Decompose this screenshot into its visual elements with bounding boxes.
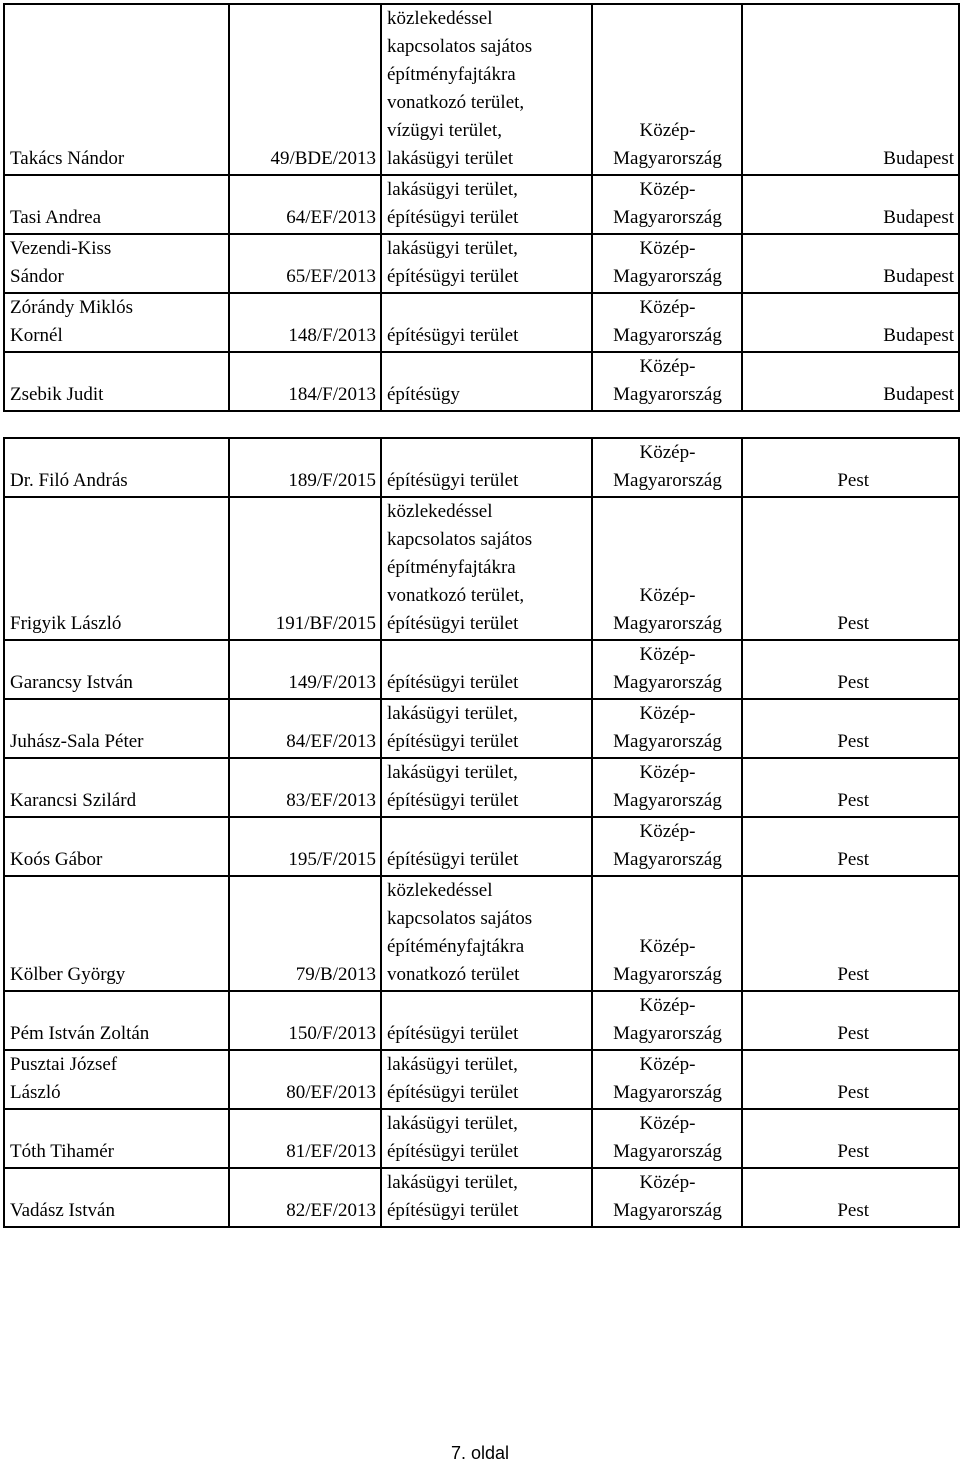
expert-name-cell-line: Pusztai József xyxy=(10,1054,118,1075)
region-cell-line: Közép- xyxy=(639,356,696,377)
region-cell-line: Magyarország xyxy=(613,731,722,752)
specialty-area-cell-line: építésügyi terület xyxy=(387,849,519,870)
region-cell-line: Közép- xyxy=(639,936,696,957)
expert-name-cell xyxy=(4,293,229,352)
region-cell-line: Közép- xyxy=(639,1054,696,1075)
region-cell-line: Magyarország xyxy=(613,148,722,169)
table-row xyxy=(4,175,959,234)
table-row xyxy=(4,234,959,293)
specialty-area-cell-line: közlekedéssel xyxy=(387,880,493,901)
registration-number-cell: 79/B/2013 xyxy=(229,876,381,991)
table-row xyxy=(4,293,959,352)
region-cell-line: Közép- xyxy=(639,1113,696,1134)
table-row xyxy=(4,640,959,699)
table-row xyxy=(4,352,959,411)
region-cell-line: Magyarország xyxy=(613,849,722,870)
expert-name-cell xyxy=(4,4,229,175)
county-cell: Budapest xyxy=(742,352,959,411)
expert-name-cell xyxy=(4,640,229,699)
specialty-area-cell-line: lakásügyi terület, xyxy=(387,1054,518,1075)
specialty-area-cell-line: kapcsolatos sajátos xyxy=(387,908,533,929)
registration-number-cell: 64/EF/2013 xyxy=(229,175,381,234)
expert-name-cell xyxy=(4,876,229,991)
table-row xyxy=(4,438,959,497)
region-cell-line: Közép- xyxy=(639,995,696,1016)
table-row xyxy=(4,1050,959,1109)
county-cell: Pest xyxy=(742,640,959,699)
specialty-area-cell-line: építményfajtákra xyxy=(387,64,516,85)
expert-name-cell xyxy=(4,1050,229,1109)
specialty-area-cell xyxy=(381,175,592,234)
specialty-area-cell-line: építésügyi terület xyxy=(387,266,519,287)
registration-number-cell: 65/EF/2013 xyxy=(229,234,381,293)
table-row xyxy=(4,1168,959,1227)
specialty-area-cell xyxy=(381,640,592,699)
specialty-area-cell-line: lakásügyi terület, xyxy=(387,1172,518,1193)
region-cell-line: Magyarország xyxy=(613,1023,722,1044)
region-cell xyxy=(592,352,742,411)
registration-number-cell: 81/EF/2013 xyxy=(229,1109,381,1168)
region-cell-line: Közép- xyxy=(639,442,696,463)
expert-name-cell-line: Garancsy István xyxy=(10,672,133,693)
specialty-area-cell-line: vonatkozó terület xyxy=(387,964,520,985)
specialty-area-cell-line: kapcsolatos sajátos xyxy=(387,529,533,550)
region-cell-line: Magyarország xyxy=(613,790,722,811)
specialty-area-cell xyxy=(381,817,592,876)
expert-name-cell-line: Sándor xyxy=(10,266,64,287)
budapest-experts-table xyxy=(3,3,960,412)
registration-number-cell: 82/EF/2013 xyxy=(229,1168,381,1227)
specialty-area-cell-line: közlekedéssel xyxy=(387,501,493,522)
expert-name-cell-line: Tóth Tihamér xyxy=(10,1141,114,1162)
table-row xyxy=(4,991,959,1050)
specialty-area-cell-line: lakásügyi terület, xyxy=(387,1113,518,1134)
region-cell xyxy=(592,497,742,640)
expert-name-cell-line: Dr. Filó András xyxy=(10,470,128,491)
county-cell: Budapest xyxy=(742,175,959,234)
expert-name-cell-line: Kölber György xyxy=(10,964,126,985)
county-cell: Pest xyxy=(742,699,959,758)
region-cell xyxy=(592,293,742,352)
expert-name-cell xyxy=(4,1109,229,1168)
county-cell: Pest xyxy=(742,991,959,1050)
specialty-area-cell-line: építésügyi terület xyxy=(387,790,519,811)
expert-name-cell-line: Zsebik Judit xyxy=(10,384,104,405)
specialty-area-cell xyxy=(381,352,592,411)
specialty-area-cell xyxy=(381,1168,592,1227)
specialty-area-cell xyxy=(381,991,592,1050)
expert-name-cell xyxy=(4,758,229,817)
specialty-area-cell xyxy=(381,234,592,293)
registration-number-cell: 83/EF/2013 xyxy=(229,758,381,817)
county-cell: Budapest xyxy=(742,293,959,352)
expert-name-cell xyxy=(4,234,229,293)
region-cell-line: Közép- xyxy=(639,120,696,141)
specialty-area-cell-line: lakásügyi terület, xyxy=(387,179,518,200)
expert-name-cell xyxy=(4,817,229,876)
table-row xyxy=(4,4,959,175)
region-cell-line: Közép- xyxy=(639,585,696,606)
region-cell xyxy=(592,438,742,497)
expert-name-cell-line: Tasi Andrea xyxy=(10,207,102,228)
registration-number-cell: 148/F/2013 xyxy=(229,293,381,352)
specialty-area-cell-line: vonatkozó terület, xyxy=(387,585,525,606)
county-cell: Pest xyxy=(742,876,959,991)
county-cell: Pest xyxy=(742,438,959,497)
specialty-area-cell-line: építéményfajtákra xyxy=(387,936,525,957)
region-cell xyxy=(592,640,742,699)
region-cell-line: Magyarország xyxy=(613,384,722,405)
specialty-area-cell-line: kapcsolatos sajátos xyxy=(387,36,533,57)
specialty-area-cell xyxy=(381,758,592,817)
expert-name-cell xyxy=(4,497,229,640)
specialty-area-cell xyxy=(381,1050,592,1109)
region-cell-line: Magyarország xyxy=(613,470,722,491)
specialty-area-cell-line: építésügyi terület xyxy=(387,731,519,752)
expert-name-cell xyxy=(4,352,229,411)
region-cell-line: Magyarország xyxy=(613,1082,722,1103)
region-cell xyxy=(592,1050,742,1109)
region-cell-line: Magyarország xyxy=(613,325,722,346)
region-cell xyxy=(592,876,742,991)
registration-number-cell: 80/EF/2013 xyxy=(229,1050,381,1109)
county-cell: Pest xyxy=(742,1109,959,1168)
table-row xyxy=(4,876,959,991)
specialty-area-cell-line: vízügyi terület, xyxy=(387,120,503,141)
specialty-area-cell-line: építésügy xyxy=(387,384,460,405)
region-cell xyxy=(592,4,742,175)
region-cell-line: Közép- xyxy=(639,703,696,724)
region-cell-line: Magyarország xyxy=(613,672,722,693)
registration-number-cell: 150/F/2013 xyxy=(229,991,381,1050)
region-cell-line: Magyarország xyxy=(613,613,722,634)
region-cell-line: Közép- xyxy=(639,297,696,318)
specialty-area-cell-line: építésügyi terület xyxy=(387,1082,519,1103)
region-cell xyxy=(592,817,742,876)
registration-number-cell: 191/BF/2015 xyxy=(229,497,381,640)
region-cell xyxy=(592,234,742,293)
expert-name-cell xyxy=(4,1168,229,1227)
registration-number-cell: 49/BDE/2013 xyxy=(229,4,381,175)
region-cell-line: Közép- xyxy=(639,644,696,665)
county-cell: Pest xyxy=(742,1168,959,1227)
specialty-area-cell xyxy=(381,4,592,175)
expert-name-cell-line: Zórándy Miklós xyxy=(10,297,133,318)
specialty-area-cell-line: építésügyi terület xyxy=(387,470,519,491)
table-row xyxy=(4,758,959,817)
expert-name-cell-line: Koós Gábor xyxy=(10,849,103,870)
county-cell: Pest xyxy=(742,1050,959,1109)
specialty-area-cell-line: építésügyi terület xyxy=(387,613,519,634)
expert-name-cell-line: Takács Nándor xyxy=(10,148,125,169)
specialty-area-cell-line: lakásügyi terület, xyxy=(387,238,518,259)
specialty-area-cell xyxy=(381,438,592,497)
region-cell xyxy=(592,758,742,817)
region-cell-line: Közép- xyxy=(639,179,696,200)
county-cell: Pest xyxy=(742,758,959,817)
region-cell-line: Magyarország xyxy=(613,207,722,228)
registration-number-cell: 189/F/2015 xyxy=(229,438,381,497)
expert-name-cell-line: Kornél xyxy=(10,325,63,346)
county-cell: Budapest xyxy=(742,234,959,293)
region-cell-line: Közép- xyxy=(639,762,696,783)
expert-name-cell xyxy=(4,175,229,234)
expert-name-cell-line: Karancsi Szilárd xyxy=(10,790,137,811)
specialty-area-cell-line: lakásügyi terület, xyxy=(387,703,518,724)
region-cell-line: Magyarország xyxy=(613,266,722,287)
region-cell xyxy=(592,175,742,234)
registration-number-cell: 84/EF/2013 xyxy=(229,699,381,758)
region-cell xyxy=(592,1109,742,1168)
specialty-area-cell-line: építményfajtákra xyxy=(387,557,516,578)
expert-name-cell-line: Pém István Zoltán xyxy=(10,1023,150,1044)
county-cell: Budapest xyxy=(742,4,959,175)
pest-experts-table xyxy=(3,437,960,1228)
specialty-area-cell xyxy=(381,1109,592,1168)
specialty-area-cell xyxy=(381,497,592,640)
specialty-area-cell-line: közlekedéssel xyxy=(387,8,493,29)
specialty-area-cell-line: építésügyi terület xyxy=(387,1200,519,1221)
table-row xyxy=(4,1109,959,1168)
expert-name-cell xyxy=(4,699,229,758)
specialty-area-cell-line: építésügyi terület xyxy=(387,1141,519,1162)
table-row xyxy=(4,497,959,640)
specialty-area-cell-line: építésügyi terület xyxy=(387,1023,519,1044)
registration-number-cell: 149/F/2013 xyxy=(229,640,381,699)
region-cell-line: Magyarország xyxy=(613,964,722,985)
expert-name-cell xyxy=(4,991,229,1050)
expert-name-cell-line: Frigyik László xyxy=(10,613,122,634)
table-row xyxy=(4,699,959,758)
region-cell-line: Magyarország xyxy=(613,1200,722,1221)
region-cell xyxy=(592,1168,742,1227)
specialty-area-cell-line: építésügyi terület xyxy=(387,672,519,693)
expert-name-cell-line: Vezendi-Kiss xyxy=(10,238,112,259)
specialty-area-cell xyxy=(381,699,592,758)
specialty-area-cell xyxy=(381,293,592,352)
expert-name-cell-line: Vadász István xyxy=(10,1200,115,1221)
expert-name-cell-line: Juhász-Sala Péter xyxy=(10,731,144,752)
registration-number-cell: 184/F/2013 xyxy=(229,352,381,411)
table-row xyxy=(4,817,959,876)
region-cell-line: Közép- xyxy=(639,1172,696,1193)
specialty-area-cell xyxy=(381,876,592,991)
specialty-area-cell-line: lakásügyi terület xyxy=(387,148,514,169)
expert-name-cell xyxy=(4,438,229,497)
specialty-area-cell-line: vonatkozó terület, xyxy=(387,92,525,113)
specialty-area-cell-line: építésügyi terület xyxy=(387,325,519,346)
county-cell: Pest xyxy=(742,497,959,640)
specialty-area-cell-line: építésügyi terület xyxy=(387,207,519,228)
region-cell xyxy=(592,991,742,1050)
region-cell-line: Közép- xyxy=(639,821,696,842)
page-number: 7. oldal xyxy=(450,1443,510,1463)
region-cell xyxy=(592,699,742,758)
specialty-area-cell-line: lakásügyi terület, xyxy=(387,762,518,783)
county-cell: Pest xyxy=(742,817,959,876)
registration-number-cell: 195/F/2015 xyxy=(229,817,381,876)
region-cell-line: Magyarország xyxy=(613,1141,722,1162)
region-cell-line: Közép- xyxy=(639,238,696,259)
expert-name-cell-line: László xyxy=(10,1082,61,1103)
